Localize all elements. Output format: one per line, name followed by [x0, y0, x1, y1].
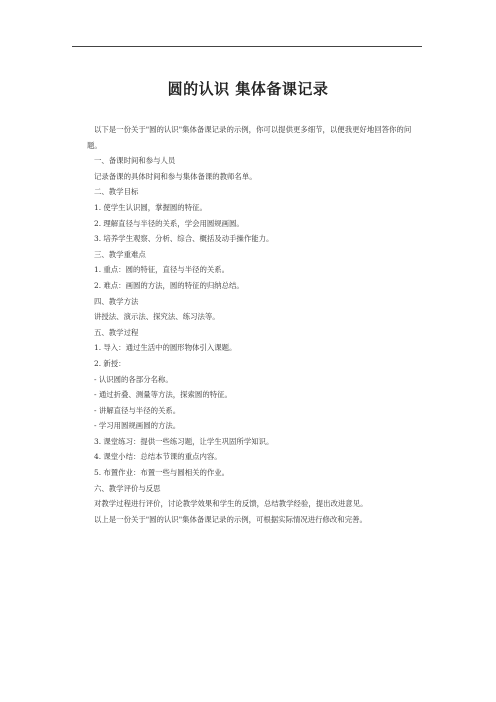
section-text-4: 讲授法、演示法、探究法、练习法等。 — [94, 312, 220, 322]
sub-list-item: - 讲解直径与半径的关系。 — [94, 405, 181, 415]
section-text-6: 对教学过程进行评价，讨论教学效果和学生的反馈，总结教学经验，提出改进意见。 — [94, 499, 368, 509]
section-heading-2: 二、教学目标 — [94, 187, 139, 197]
section-heading-5: 五、教学过程 — [94, 327, 139, 337]
sub-list-item: - 学习用圆规画圆的方法。 — [94, 421, 181, 431]
list-item: 4. 课堂小结：总结本节课的重点内容。 — [94, 452, 222, 462]
section-heading-6: 六、教学评价与反思 — [94, 483, 161, 493]
list-item: 2. 理解直径与半径的关系，学会用圆规画圆。 — [94, 218, 244, 228]
list-item: 2. 新授： — [94, 358, 126, 368]
section-text-1: 记录备课的具体时间和参与集体备课的教师名单。 — [94, 171, 257, 181]
sub-list-item: - 通过折叠、测量等方法，探索圆的特征。 — [94, 390, 232, 400]
section-heading-1: 一、备课时间和参与人员 — [94, 156, 176, 166]
sub-list-item: - 认识圆的各部分名称。 — [94, 374, 173, 384]
list-item: 3. 培养学生观察、分析、综合、概括及动手操作能力。 — [94, 234, 274, 244]
list-item: 1. 使学生认识圆，掌握圆的特征。 — [94, 202, 207, 212]
closing-paragraph: 以上是一份关于"圆的认识"集体备课记录的示例，可根据实际情况进行修改和完善。 — [94, 514, 367, 524]
list-item: 5. 布置作业：布置一些与圆相关的作业。 — [94, 468, 230, 478]
section-heading-3: 三、教学重难点 — [94, 249, 146, 259]
list-item: 1. 重点：圆的特征，直径与半径的关系。 — [94, 265, 230, 275]
document-title: 圆的认识 集体备课记录 — [167, 80, 329, 98]
section-heading-4: 四、教学方法 — [94, 296, 139, 306]
list-item: 3. 课堂练习：提供一些练习题，让学生巩固所学知识。 — [94, 436, 274, 446]
header-rule — [72, 46, 422, 47]
list-item: 1. 导入：通过生活中的圆形物体引入课题。 — [94, 343, 237, 353]
document-body — [87, 122, 422, 527]
list-item: 2. 难点：画圆的方法，圆的特征的归纳总结。 — [94, 280, 244, 290]
intro-paragraph: 以下是一份关于"圆的认识"集体备课记录的示例，你可以提供更多细节，以便我更好地回答你的问题。 — [87, 125, 412, 150]
